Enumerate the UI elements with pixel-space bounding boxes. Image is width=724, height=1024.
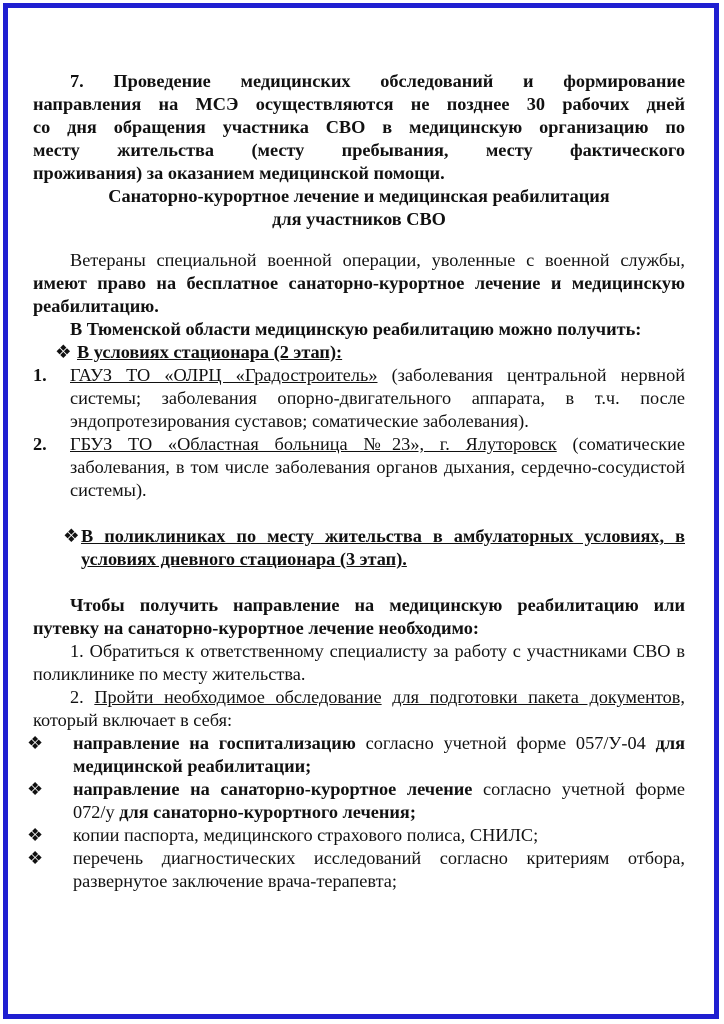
- diamond-bullet-icon: ❖: [27, 733, 44, 753]
- veterans-text: Ветераны специальной военной операции, уволенные с военной службы,: [70, 250, 685, 270]
- doc-text: перечень диагностических исследований согласно критериям отбора, развернутое заключение врача-терапевта;: [73, 848, 685, 891]
- step-2-underlined-1: Пройти необходимое обследование: [94, 687, 382, 707]
- list-item-text: (соматические заболевания, в том числе заболевания органов дыхания, сердечно-сосудистой системы).: [70, 434, 685, 500]
- step-text: Обратиться к ответственному специалисту за работу с участниками СВО в поликлинике по месту жительства.: [33, 641, 686, 684]
- stationary-title: В условиях стационара (2 этап):: [77, 342, 343, 362]
- doc-item: [27, 778, 685, 824]
- section-heading-line1: Санаторно-курортное лечение и медицинская реабилитация: [108, 186, 610, 206]
- section-7-line: проживания) за оказанием медицинской помощи.: [33, 163, 445, 183]
- diamond-bullet-icon: ❖: [27, 779, 44, 799]
- stationary-heading: [55, 341, 685, 364]
- doc-bold-1: направление на санаторно-курортное лечение: [73, 779, 473, 799]
- doc-text: согласно учетной форме 057/У-04: [355, 733, 656, 753]
- veterans-paragraph: [33, 249, 685, 318]
- list-item: [33, 364, 685, 433]
- step-2: [33, 686, 685, 732]
- step-number: 2.: [70, 687, 84, 707]
- document-body: [27, 70, 686, 893]
- howto-title: Чтобы получить направление на медицинскую реабилитацию или путевку на санаторно-курортное лечение необходимо:: [33, 595, 685, 638]
- step-2-rest: который включает в себя:: [33, 710, 233, 730]
- section-7-line: месту жительства (месту пребывания, месту фактического: [33, 140, 685, 160]
- diamond-bullet-icon: ❖: [27, 825, 44, 845]
- step-number: 1.: [70, 641, 84, 661]
- list-number: 1.: [33, 365, 47, 385]
- doc-item: [27, 847, 685, 893]
- veterans-right-text: имеют право на бесплатное санаторно-курортное лечение и медицинскую реабилитацию.: [33, 273, 685, 316]
- outpatient-heading: [63, 525, 685, 571]
- clinic-link-hospital-23[interactable]: ГБУЗ ТО «Областная больница №23», г. Ялуторовск: [70, 434, 557, 454]
- diamond-bullet-icon: ❖: [63, 526, 80, 546]
- tyumen-paragraph: В Тюменской области медицинскую реабилитацию можно получить:: [70, 319, 642, 339]
- section-7-line: направления на МСЭ осуществляются не позднее 30 рабочих дней: [33, 94, 685, 114]
- section-heading-line2: для участников СВО: [272, 209, 446, 229]
- doc-text: копии паспорта, медицинского страхового полиса, СНИЛС;: [73, 825, 539, 845]
- section-7-line: 7. Проведение медицинских обследований и формирование: [70, 71, 685, 91]
- diamond-bullet-icon: ❖: [27, 848, 44, 868]
- step-1: [33, 640, 685, 686]
- step-2-underlined-2: для подготовки пакета документов,: [392, 687, 685, 707]
- doc-bold-2: для медицинской реабилитации;: [73, 733, 685, 776]
- section-7-line: со дня обращения участника СВО в медицинскую организацию по: [33, 117, 685, 137]
- doc-item: [27, 732, 685, 778]
- section-7: [33, 70, 685, 185]
- doc-text: согласно учетной форме 072/у: [73, 779, 685, 822]
- doc-bold-2: для санаторно-курортного лечения;: [119, 802, 416, 822]
- outpatient-title: В поликлиниках по месту жительства в амбулаторных условиях, в условиях дневного стационара (3 этап).: [81, 526, 685, 569]
- doc-item: [27, 824, 685, 847]
- clinic-link-olrc[interactable]: ГАУЗ ТО «ОЛРЦ «Градостроитель»: [70, 365, 378, 385]
- doc-bold-1: направление на госпитализацию: [73, 733, 356, 753]
- list-number: 2.: [33, 434, 47, 454]
- list-item-text: (заболевания центральной нервной системы; заболевания опорно-двигательного аппарата, в т.ч. после эндопротезирования суставов; соматические заболевания).: [70, 365, 685, 431]
- diamond-bullet-icon: ❖: [55, 342, 72, 362]
- list-item: [33, 433, 685, 502]
